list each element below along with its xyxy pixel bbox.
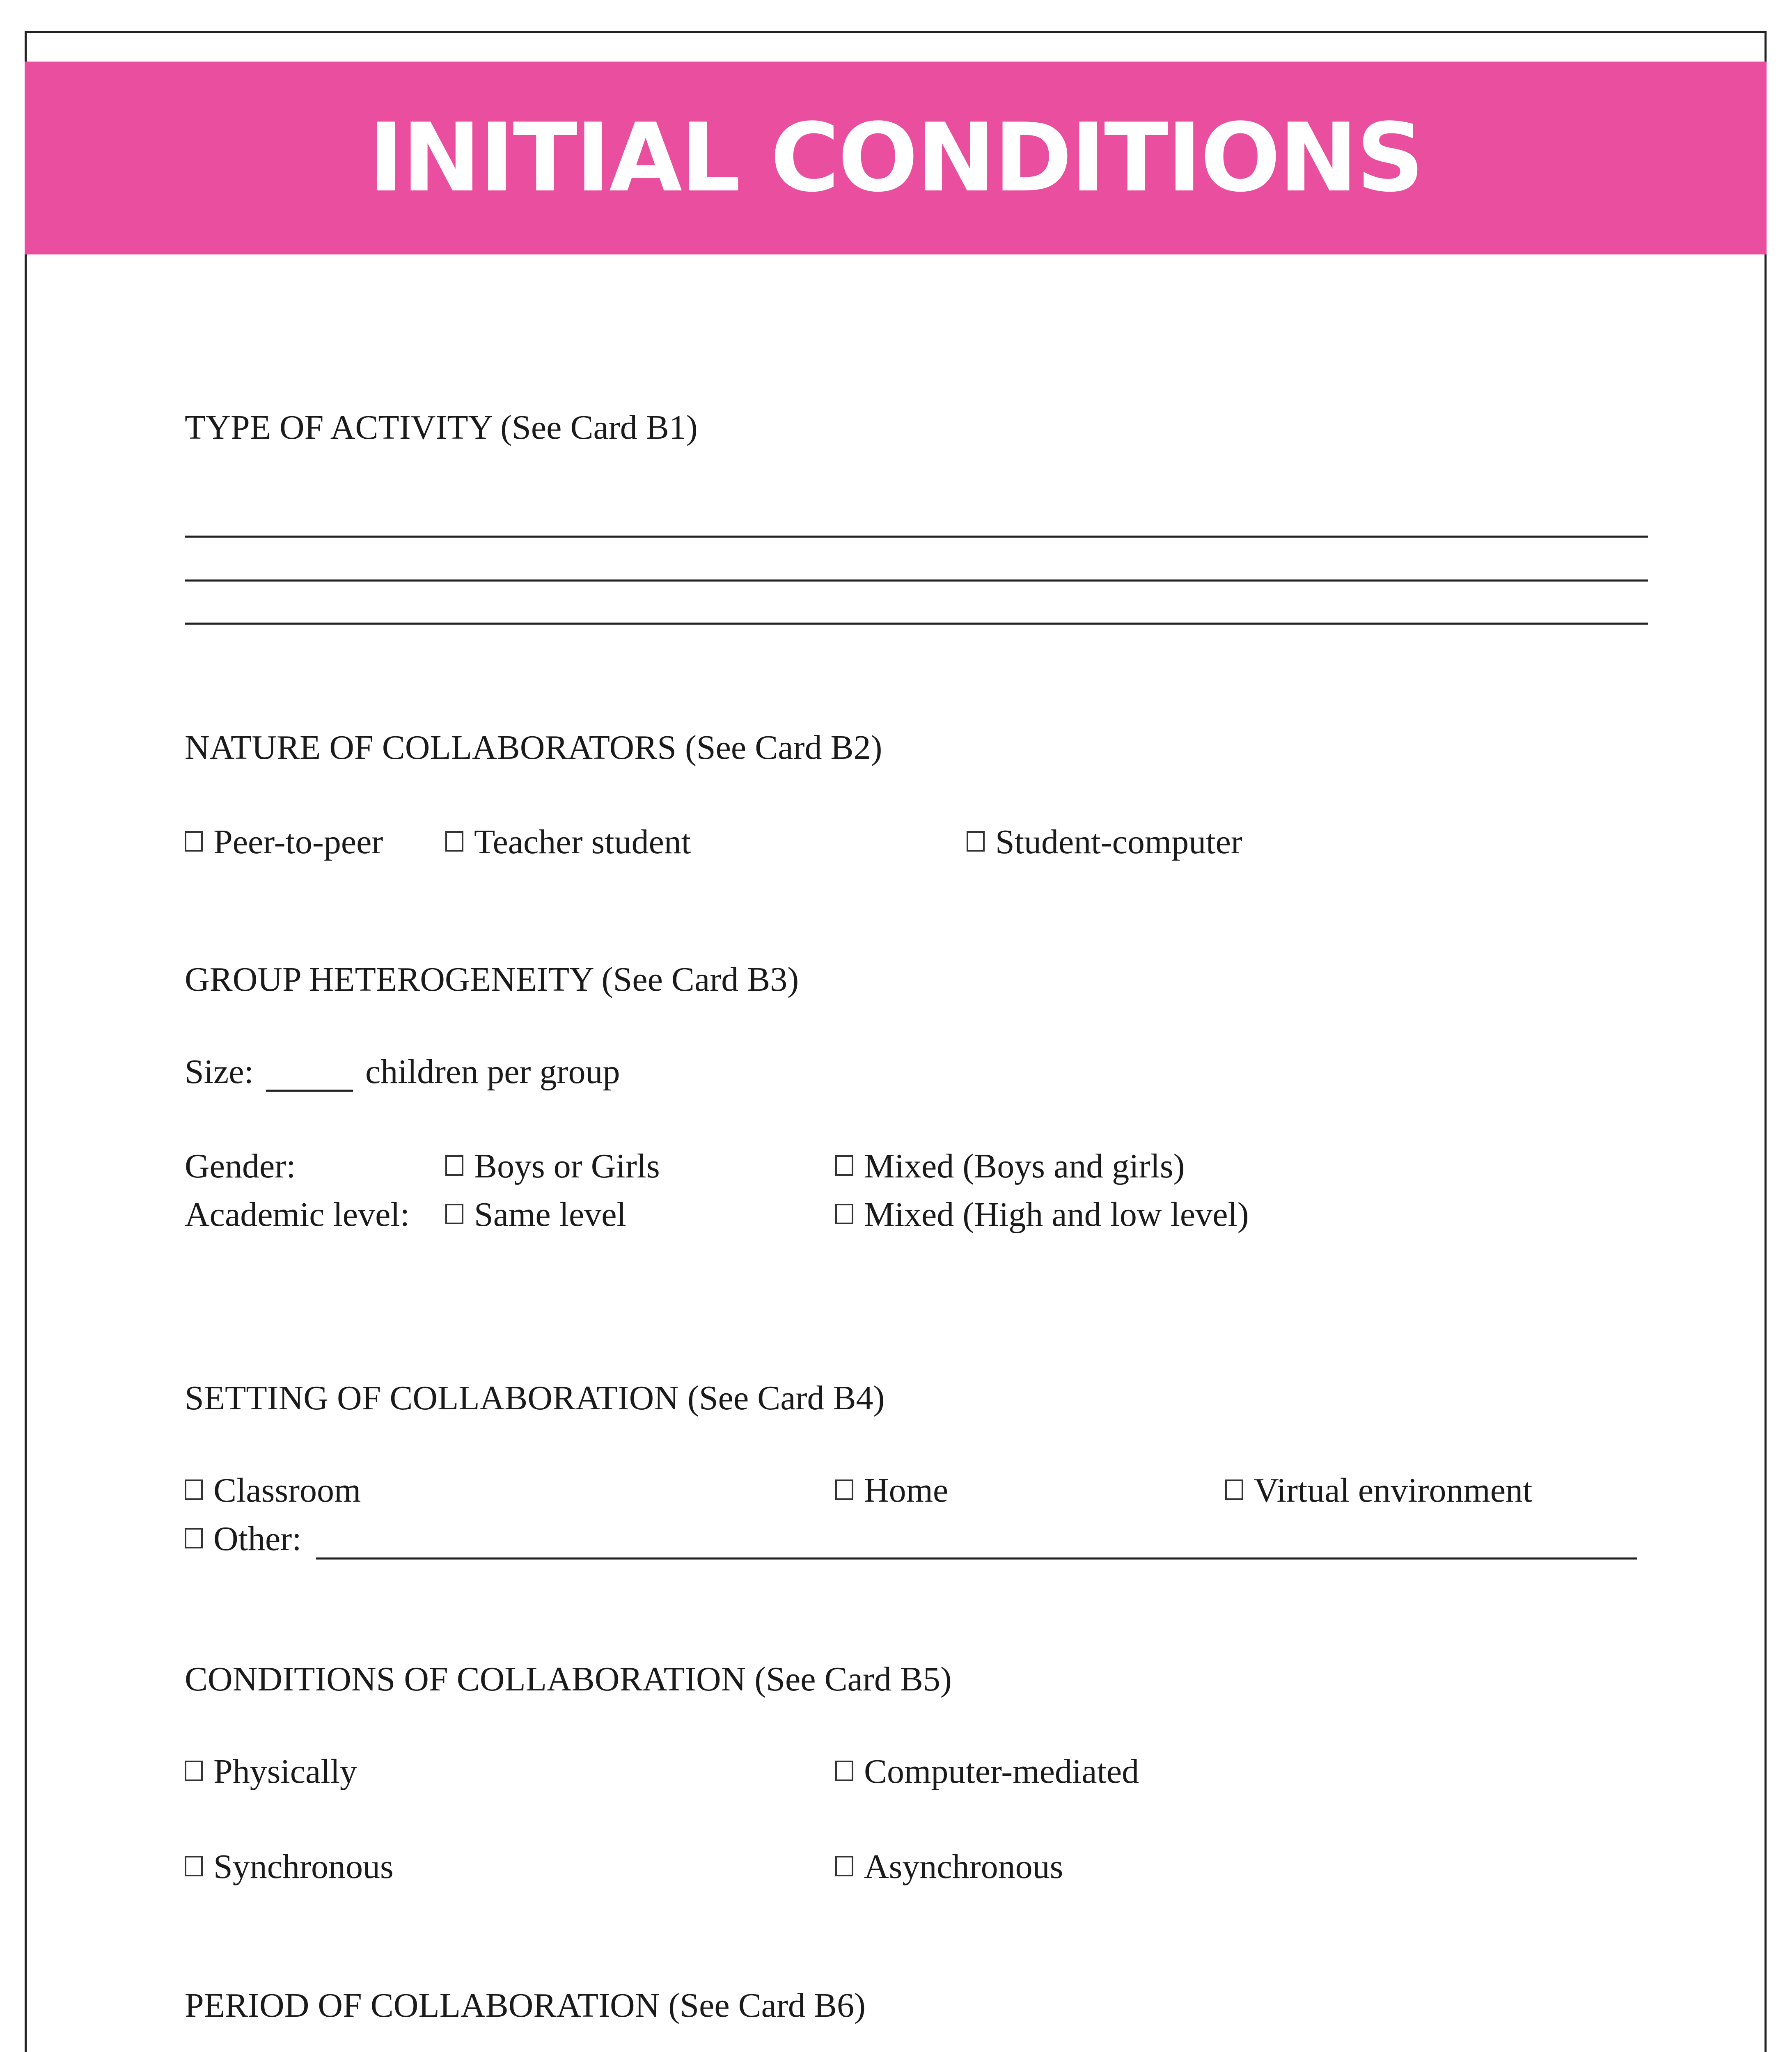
synchronous-checkbox[interactable]	[185, 1856, 203, 1876]
mixed-level-label: Mixed (High and low level)	[864, 1195, 1249, 1234]
group-heterogeneity-heading: GROUP HETEROGENEITY (See Card B3)	[185, 960, 799, 999]
peer-to-peer-checkbox[interactable]	[185, 831, 203, 852]
student-computer-checkbox[interactable]	[967, 831, 985, 852]
boys-or-girls-checkbox[interactable]	[445, 1155, 463, 1176]
mixed-level-checkbox[interactable]	[835, 1204, 853, 1224]
size-label: Size:	[185, 1053, 254, 1091]
conditions-of-collaboration-heading: CONDITIONS OF COLLABORATION (See Card B5)	[185, 1660, 952, 1698]
boys-or-girls-label: Boys or Girls	[474, 1147, 660, 1185]
virtual-environment-checkbox[interactable]	[1225, 1479, 1243, 1500]
asynchronous-label: Asynchronous	[864, 1848, 1063, 1886]
teacher-student-checkbox[interactable]	[445, 831, 463, 852]
same-level-checkbox[interactable]	[445, 1204, 463, 1224]
activity-answer-line-2[interactable]	[185, 579, 1648, 582]
period-of-collaboration-heading: PERIOD OF COLLABORATION (See Card B6)	[185, 1986, 866, 2025]
nature-of-collaborators-heading: NATURE OF COLLABORATORS (See Card B2)	[185, 728, 882, 767]
page-title: INITIAL CONDITIONS	[368, 103, 1423, 213]
same-level-label: Same level	[474, 1195, 626, 1234]
other-setting-label: Other:	[213, 1520, 302, 1558]
gender-label: Gender:	[185, 1147, 296, 1185]
type-of-activity-heading: TYPE OF ACTIVITY (See Card B1)	[185, 408, 698, 447]
home-label: Home	[864, 1471, 949, 1509]
mixed-gender-label: Mixed (Boys and girls)	[864, 1147, 1185, 1185]
activity-answer-line-1[interactable]	[185, 536, 1648, 538]
size-input-line[interactable]	[266, 1090, 353, 1092]
other-setting-input-line[interactable]	[316, 1557, 1637, 1560]
size-suffix-label: children per group	[365, 1053, 620, 1091]
physically-label: Physically	[213, 1752, 357, 1791]
classroom-label: Classroom	[213, 1471, 361, 1509]
form-border	[25, 31, 1767, 2052]
academic-level-label: Academic level:	[185, 1195, 410, 1234]
teacher-student-label: Teacher student	[474, 823, 691, 861]
setting-of-collaboration-heading: SETTING OF COLLABORATION (See Card B4)	[185, 1379, 885, 1417]
computer-mediated-checkbox[interactable]	[835, 1761, 853, 1781]
virtual-environment-label: Virtual environment	[1254, 1471, 1533, 1509]
home-checkbox[interactable]	[835, 1479, 853, 1500]
mixed-gender-checkbox[interactable]	[835, 1155, 853, 1176]
synchronous-label: Synchronous	[213, 1848, 394, 1886]
student-computer-label: Student-computer	[995, 823, 1242, 861]
computer-mediated-label: Computer-mediated	[864, 1752, 1139, 1791]
activity-answer-line-3[interactable]	[185, 623, 1648, 625]
asynchronous-checkbox[interactable]	[835, 1856, 853, 1876]
peer-to-peer-label: Peer-to-peer	[213, 823, 383, 861]
other-setting-checkbox[interactable]	[185, 1528, 203, 1548]
classroom-checkbox[interactable]	[185, 1479, 203, 1500]
title-banner	[25, 62, 1767, 254]
physically-checkbox[interactable]	[185, 1761, 203, 1781]
